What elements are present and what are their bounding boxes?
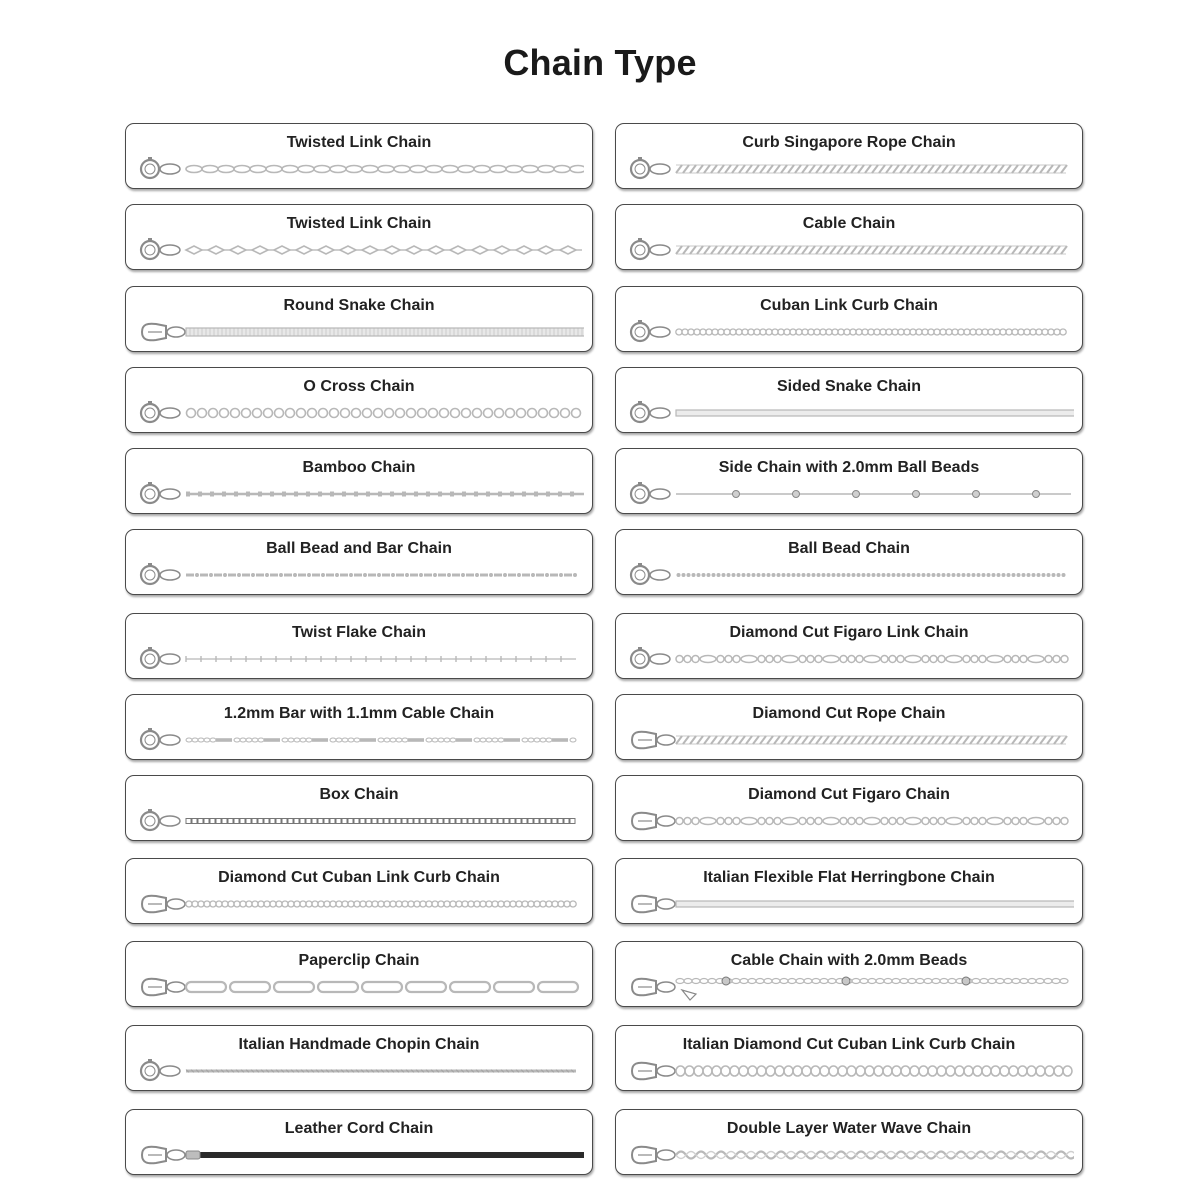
lobster-clasp-icon — [632, 979, 675, 996]
chain-links — [676, 1152, 1074, 1159]
chain-illustration — [136, 477, 584, 509]
chain-name: Sided Snake Chain — [776, 378, 922, 395]
chain-card — [125, 123, 593, 189]
spring-ring-clasp-icon — [631, 401, 670, 422]
chain-illustration — [136, 315, 584, 347]
chain-name: Curb Singapore Rope Chain — [742, 134, 956, 151]
chain-name: Cable Chain — [802, 215, 896, 232]
chain-links — [186, 982, 578, 992]
chain-name: Ball Bead and Bar Chain — [266, 540, 452, 557]
lobster-clasp-icon — [142, 896, 185, 913]
chain-card — [615, 204, 1083, 270]
chain-card — [125, 204, 593, 270]
chain-illustration — [626, 642, 1074, 674]
chain-name: Diamond Cut Cuban Link Curb Chain — [218, 869, 500, 886]
chain-card — [125, 775, 593, 841]
chain-illustration — [136, 152, 584, 184]
chain-links — [186, 819, 575, 824]
chain-name: Leather Cord Chain — [284, 1120, 434, 1137]
chain-card — [125, 613, 593, 679]
chain-card — [615, 1025, 1083, 1091]
chain-links — [676, 1066, 1072, 1076]
chain-name: Ball Bead Chain — [788, 540, 910, 557]
spring-ring-clasp-icon — [141, 238, 180, 259]
chain-links — [186, 1070, 576, 1073]
chain-card — [125, 529, 593, 595]
chain-illustration — [626, 723, 1074, 755]
chain-name: Side Chain with 2.0mm Ball Beads — [718, 459, 980, 476]
spring-ring-clasp-icon — [141, 482, 180, 503]
lobster-clasp-icon — [632, 1147, 675, 1164]
chain-illustration — [626, 804, 1074, 836]
chain-name: Cuban Link Curb Chain — [760, 297, 938, 314]
lobster-clasp-icon — [632, 813, 675, 830]
chain-links — [676, 329, 1066, 335]
chain-links — [676, 165, 1067, 173]
chain-card — [615, 1109, 1083, 1175]
chain-card — [615, 367, 1083, 433]
chain-card — [125, 367, 593, 433]
chain-card — [615, 286, 1083, 352]
chain-card — [125, 694, 593, 760]
lobster-clasp-icon — [632, 896, 675, 913]
chain-name: Twisted Link Chain — [286, 215, 432, 232]
chain-name: Twist Flake Chain — [292, 624, 426, 641]
chain-name: Twisted Link Chain — [286, 134, 432, 151]
chain-card — [615, 858, 1083, 924]
chain-links — [676, 656, 1068, 663]
spring-ring-clasp-icon — [631, 647, 670, 668]
chain-illustration — [136, 723, 584, 755]
chain-card — [615, 775, 1083, 841]
chain-links — [676, 901, 1074, 907]
chain-links — [186, 1151, 584, 1159]
chain-card — [125, 941, 593, 1007]
chain-illustration — [626, 1054, 1074, 1086]
chain-type-grid — [125, 123, 1083, 1175]
chain-name: Cable Chain with 2.0mm Beads — [730, 952, 968, 969]
spring-ring-clasp-icon — [631, 563, 670, 584]
spring-ring-clasp-icon — [141, 401, 180, 422]
chain-links — [676, 491, 1071, 498]
lobster-clasp-icon — [142, 324, 185, 341]
chain-name: Italian Flexible Flat Herringbone Chain — [703, 869, 995, 886]
lobster-clasp-icon — [142, 979, 185, 996]
chain-illustration — [136, 642, 584, 674]
spring-ring-clasp-icon — [141, 647, 180, 668]
chain-illustration — [626, 1138, 1074, 1170]
chain-name: Italian Handmade Chopin Chain — [238, 1036, 480, 1053]
chain-card — [615, 448, 1083, 514]
chain-illustration — [136, 804, 584, 836]
chain-card — [615, 613, 1083, 679]
chain-links — [186, 166, 584, 173]
chain-illustration — [626, 396, 1074, 428]
spring-ring-clasp-icon — [141, 728, 180, 749]
chain-links — [187, 409, 581, 418]
chain-card — [615, 694, 1083, 760]
chain-card — [615, 529, 1083, 595]
chain-card — [125, 1025, 593, 1091]
chain-name: Diamond Cut Figaro Link Chain — [729, 624, 969, 641]
chain-links — [676, 977, 1068, 1000]
chain-links — [676, 818, 1068, 825]
lobster-clasp-icon — [632, 732, 675, 749]
chain-links — [676, 736, 1067, 744]
chain-illustration — [136, 970, 584, 1002]
chain-links — [186, 328, 584, 336]
spring-ring-clasp-icon — [631, 320, 670, 341]
chain-links — [676, 246, 1067, 254]
chain-card — [615, 941, 1083, 1007]
chain-links — [186, 901, 576, 907]
chain-card — [615, 123, 1083, 189]
chain-illustration — [626, 887, 1074, 919]
lobster-clasp-icon — [632, 1063, 675, 1080]
chain-name: Diamond Cut Rope Chain — [752, 705, 946, 722]
page-title: Chain Type — [503, 42, 697, 83]
spring-ring-clasp-icon — [141, 809, 180, 830]
chain-illustration — [626, 477, 1074, 509]
chain-links — [676, 410, 1074, 416]
chain-illustration — [626, 152, 1074, 184]
chain-name: Box Chain — [319, 786, 399, 803]
chain-illustration — [626, 233, 1074, 265]
spring-ring-clasp-icon — [141, 563, 180, 584]
spring-ring-clasp-icon — [631, 238, 670, 259]
chain-links — [186, 738, 576, 742]
chain-name: Bamboo Chain — [302, 459, 416, 476]
chain-card — [125, 1109, 593, 1175]
chain-illustration — [626, 315, 1074, 347]
spring-ring-clasp-icon — [631, 157, 670, 178]
chain-illustration — [136, 1054, 584, 1086]
spring-ring-clasp-icon — [631, 482, 670, 503]
chain-card — [125, 448, 593, 514]
chain-card — [125, 286, 593, 352]
chain-illustration — [626, 558, 1074, 590]
chain-links — [186, 492, 584, 497]
chain-illustration — [136, 1138, 584, 1170]
chain-name: Round Snake Chain — [283, 297, 435, 314]
chain-illustration — [136, 233, 584, 265]
lobster-clasp-icon — [142, 1147, 185, 1164]
chain-links — [186, 246, 582, 254]
chain-illustration — [136, 558, 584, 590]
chain-illustration — [626, 970, 1074, 1002]
chain-links — [677, 573, 1066, 577]
chain-illustration — [136, 887, 584, 919]
chain-name: Diamond Cut Figaro Chain — [748, 786, 950, 803]
chain-links — [186, 656, 576, 662]
chain-card — [125, 858, 593, 924]
spring-ring-clasp-icon — [141, 157, 180, 178]
chain-name: 1.2mm Bar with 1.1mm Cable Chain — [223, 705, 495, 722]
chain-name: Double Layer Water Wave Chain — [726, 1120, 972, 1137]
chain-name: Italian Diamond Cut Cuban Link Curb Chain — [682, 1036, 1016, 1053]
chain-name: O Cross Chain — [303, 378, 415, 395]
chain-illustration — [136, 396, 584, 428]
spring-ring-clasp-icon — [141, 1059, 180, 1080]
chain-name: Paperclip Chain — [298, 952, 420, 969]
chain-links — [186, 573, 577, 577]
